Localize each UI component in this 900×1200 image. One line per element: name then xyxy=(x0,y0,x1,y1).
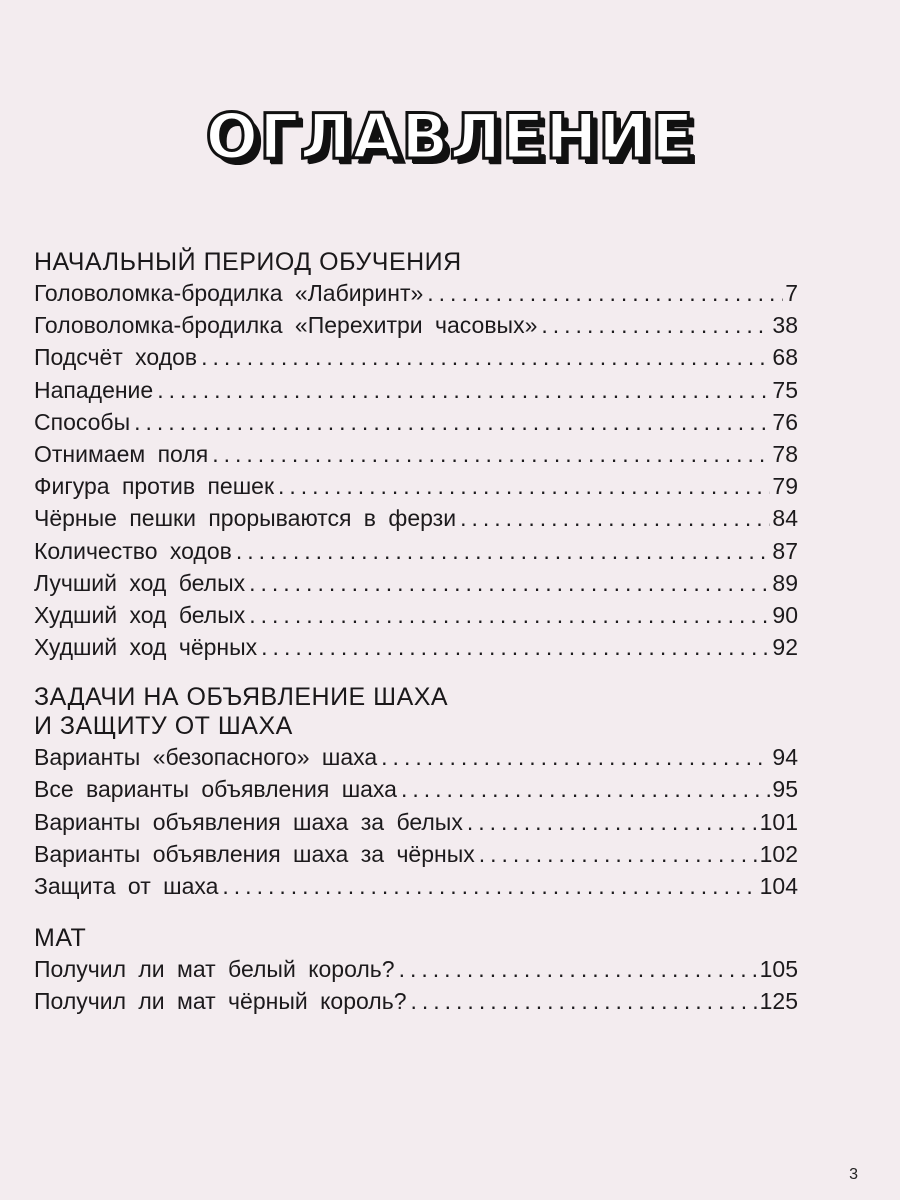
toc-entry-page: 38 xyxy=(772,312,798,339)
dot-leader xyxy=(134,406,770,438)
section-heading-line: НАЧАЛЬНЫЙ ПЕРИОД ОБУЧЕНИЯ xyxy=(34,248,462,276)
toc-entry xyxy=(34,406,798,438)
toc-entry xyxy=(34,438,798,470)
section-heading-line: ЗАДАЧИ НА ОБЪЯВЛЕНИЕ ШАХА xyxy=(34,683,449,712)
section-heading xyxy=(34,683,798,741)
section-heading-line: И ЗАЩИТУ ОТ ШАХА xyxy=(34,712,293,741)
dot-leader xyxy=(381,741,770,773)
toc-entry-title: Защита от шаха xyxy=(34,873,219,899)
dot-leader xyxy=(479,838,758,870)
toc-entry xyxy=(34,985,798,1017)
toc-entry xyxy=(34,773,798,805)
toc-entry-title: Подсчёт ходов xyxy=(34,344,198,371)
dot-leader xyxy=(467,806,758,838)
toc-entry-page: 79 xyxy=(772,473,798,500)
dot-leader xyxy=(460,502,770,534)
dot-leader xyxy=(249,567,770,599)
toc-entry xyxy=(34,567,798,599)
dot-leader xyxy=(427,277,783,309)
toc-entry-title: Получил ли мат чёрный король? xyxy=(34,988,407,1015)
toc-entry xyxy=(34,838,798,870)
toc-entry-page: 84 xyxy=(772,505,798,532)
toc-entry-page: 104 xyxy=(759,873,798,899)
toc-entry-page: 105 xyxy=(759,956,798,983)
toc-entry-title: Лучший ход белых xyxy=(34,569,246,596)
toc-entry-page: 7 xyxy=(785,280,798,306)
toc-entry-page: 68 xyxy=(772,344,798,371)
toc-entry-title: Способы xyxy=(34,408,131,435)
toc-entry-title: Все варианты объявления шаха xyxy=(34,776,397,803)
toc-entry-title: Головоломка-бродилка «Лабиринт» xyxy=(34,280,424,306)
dot-leader xyxy=(236,535,771,567)
toc-entry-page: 78 xyxy=(772,440,798,467)
toc-entry xyxy=(34,535,798,567)
toc-entry-title: Худший ход белых xyxy=(34,601,246,628)
table-of-contents xyxy=(34,248,798,1018)
toc-entry-page: 101 xyxy=(759,808,798,835)
toc-entry xyxy=(34,341,798,373)
dot-leader xyxy=(249,599,770,631)
toc-entry-page: 125 xyxy=(759,988,798,1015)
section-spacer xyxy=(34,902,798,924)
page-number: 3 xyxy=(849,1166,858,1183)
toc-entry-title: Нападение xyxy=(34,376,154,403)
toc-entry-page: 92 xyxy=(772,634,798,661)
toc-entry xyxy=(34,309,798,341)
toc-entry xyxy=(34,470,798,502)
toc-entry-page: 94 xyxy=(772,744,798,771)
toc-entry-title: Варианты объявления шаха за белых xyxy=(34,808,463,835)
toc-entry-page: 90 xyxy=(772,601,798,628)
toc-entry-page: 95 xyxy=(772,776,798,803)
toc-entry-title: Фигура против пешек xyxy=(34,473,275,500)
dot-leader xyxy=(222,870,757,902)
toc-entry-title: Отнимаем поля xyxy=(34,440,209,467)
toc-entry-title: Худший ход чёрных xyxy=(34,634,258,661)
toc-entry-page: 75 xyxy=(772,376,798,403)
dot-leader xyxy=(212,438,770,470)
section-heading xyxy=(34,924,798,953)
dot-leader xyxy=(201,341,770,373)
toc-entry xyxy=(34,374,798,406)
dot-leader xyxy=(399,953,758,985)
toc-entry-page: 102 xyxy=(759,840,798,867)
toc-entry-title: Головоломка-бродилка «Перехитри часовых» xyxy=(34,312,538,339)
toc-entry-title: Получил ли мат белый король? xyxy=(34,956,395,983)
dot-leader xyxy=(541,309,770,341)
toc-entry xyxy=(34,277,798,309)
dot-leader xyxy=(261,631,770,663)
toc-entry xyxy=(34,741,798,773)
toc-entry-page: 89 xyxy=(772,569,798,596)
toc-entry-page: 87 xyxy=(772,537,798,564)
toc-entry xyxy=(34,631,798,663)
page-title: ОГЛАВЛЕНИЕ xyxy=(205,100,695,173)
toc-entry-title: Варианты «безопасного» шаха xyxy=(34,744,378,771)
toc-entry-title: Количество ходов xyxy=(34,537,232,564)
toc-entry xyxy=(34,502,798,534)
toc-entry-title: Чёрные пешки прорываются в ферзи xyxy=(34,505,457,532)
toc-entry-page: 76 xyxy=(772,408,798,435)
section-heading xyxy=(34,248,798,277)
toc-entry xyxy=(34,953,798,985)
toc-entry xyxy=(34,599,798,631)
toc-entry xyxy=(34,806,798,838)
section-spacer xyxy=(34,663,798,683)
toc-entry-title: Варианты объявления шаха за чёрных xyxy=(34,840,475,867)
dot-leader xyxy=(157,374,770,406)
dot-leader xyxy=(401,773,770,805)
toc-entry xyxy=(34,870,798,902)
section-heading-line: МАТ xyxy=(34,924,87,953)
dot-leader xyxy=(410,985,757,1017)
dot-leader xyxy=(278,470,770,502)
